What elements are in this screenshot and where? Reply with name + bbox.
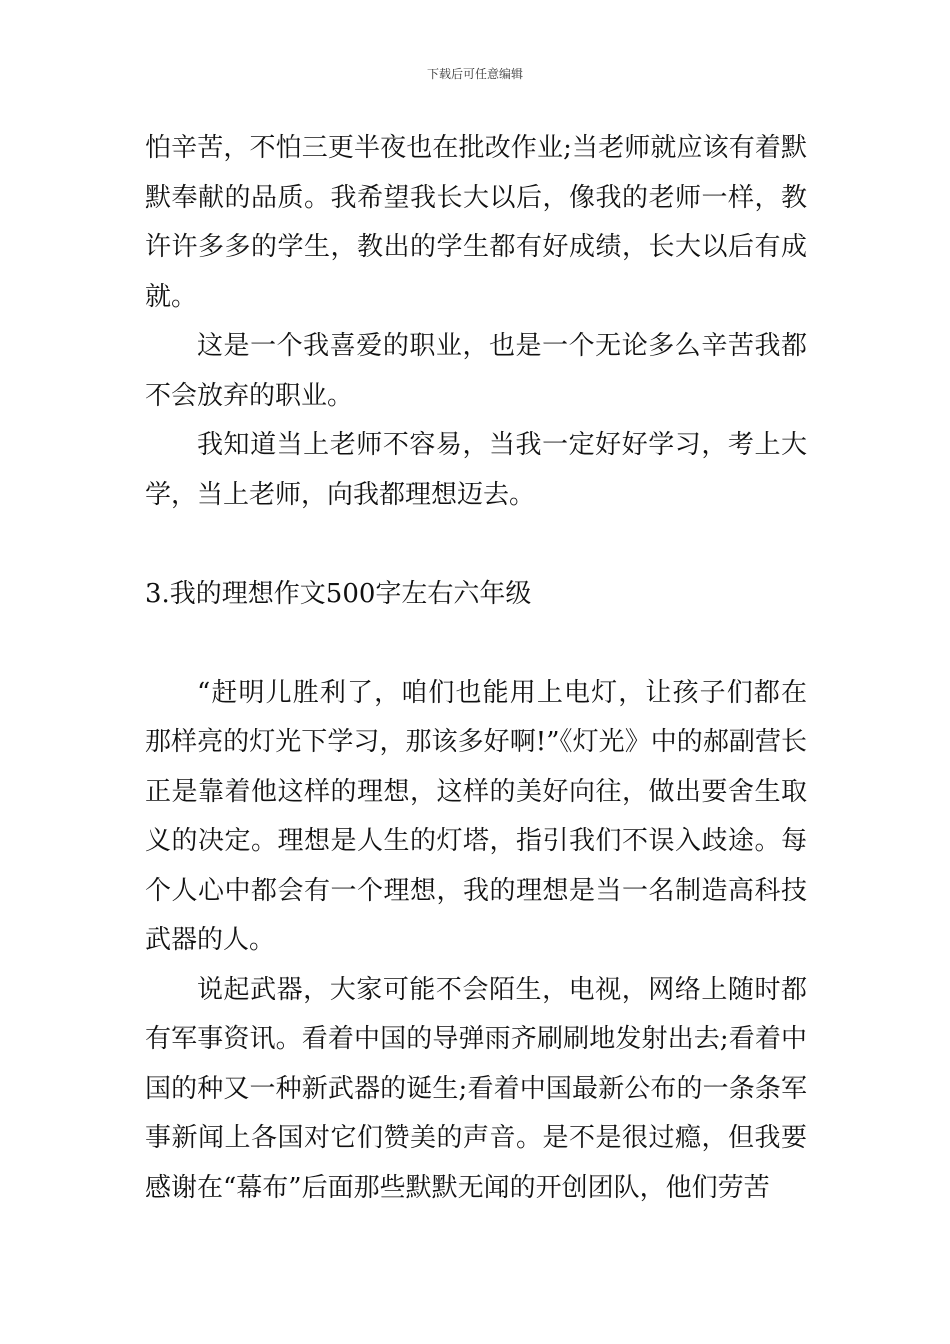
paragraph: “赶明儿胜利了，咱们也能用上电灯，让孩子们都在那样亮的灯光下学习，那该多好啊!”《灯光》中的郝副营长正是靠着他这样的理想，这样的美好向往，做出要舍生取义的决定。理想是人生的灯塔，指引我们不误入歧途。每个人心中都会有一个理想，我的理想是当一名制造高科技武器的人。 [145, 677, 807, 955]
page-header: 下载后可任意编辑 [426, 67, 523, 81]
spacer [145, 520, 807, 570]
section-heading: 3.我的理想作文500字左右六年级 [145, 578, 532, 609]
paragraph-continued: 怕辛苦，不怕三更半夜也在批改作业;当老师就应该有着默默奉献的品质。我希望我长大以后，像我的老师一样，教许许多多的学生，教出的学生都有好成绩，长大以后有成就。 [145, 133, 807, 312]
paragraph: 说起武器，大家可能不会陌生，电视，网络上随时都有军事资讯。看着中国的导弹雨齐刷刷地发射出去;看着中国的种又一种新武器的诞生;看着中国最新公布的一条条军事新闻上各国对它们赞美的声音。是不是很过瘾，但我要感谢在“幕布”后面那些默默无闻的开创团队，他们劳苦 [145, 974, 807, 1203]
paragraph: 这是一个我喜爱的职业，也是一个无论多么辛苦我都不会放弃的职业。 [145, 331, 807, 411]
document-body [145, 124, 807, 1213]
spacer [145, 619, 807, 669]
paragraph: 我知道当上老师不容易，当我一定好好学习，考上大学，当上老师，向我都理想迈去。 [145, 430, 807, 510]
